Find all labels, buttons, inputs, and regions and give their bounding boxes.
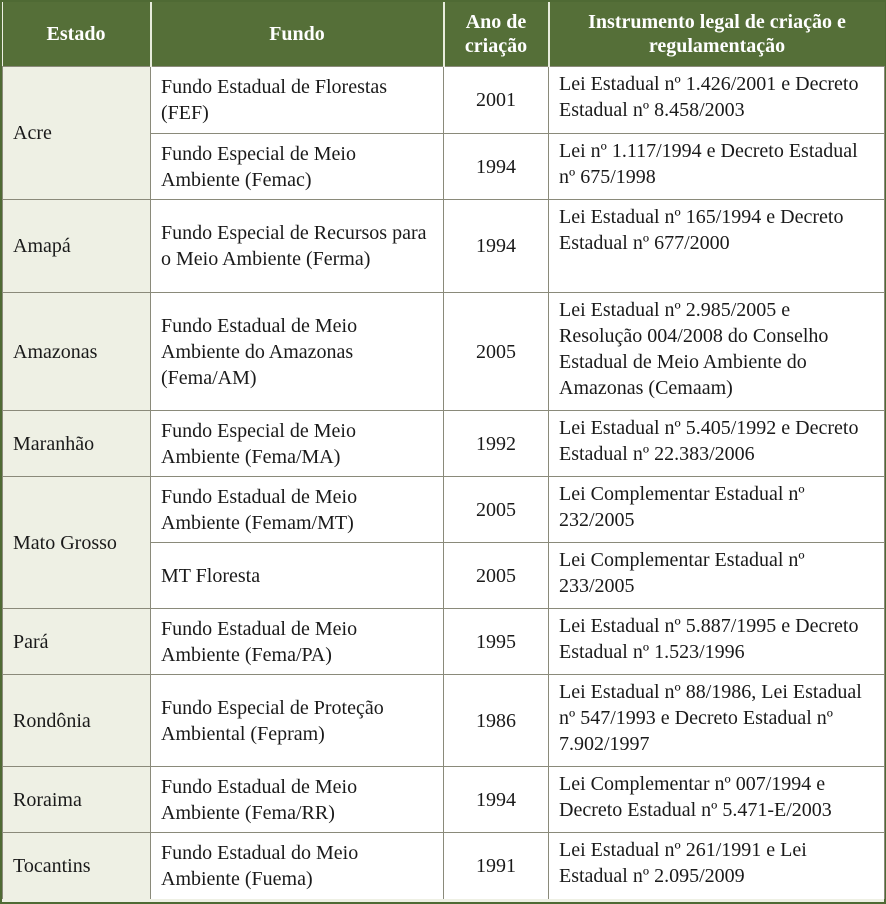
cell-fundo: Fundo Especial de Meio Ambiente (Femac)	[151, 134, 444, 200]
cell-estado: Pará	[3, 609, 151, 675]
table-header	[3, 2, 885, 67]
table-row	[3, 609, 885, 675]
cell-instrumento: Lei Complementar nº 007/1994 e Decreto Estadual nº 5.471-E/2003	[549, 767, 885, 833]
cell-ano: 2005	[444, 477, 549, 543]
cell-fundo: Fundo Estadual de Meio Ambiente (Femam/MT)	[151, 477, 444, 543]
cell-instrumento: Lei nº 1.117/1994 e Decreto Estadual nº 675/1998	[549, 134, 885, 200]
cell-instrumento: Lei Estadual nº 261/1991 e Lei Estadual nº 2.095/2009	[549, 833, 885, 899]
cell-estado: Rondônia	[3, 675, 151, 767]
cell-instrumento: Lei Estadual nº 5.405/1992 e Decreto Estadual nº 22.383/2006	[549, 411, 885, 477]
table-row	[3, 411, 885, 477]
cell-estado: Roraima	[3, 767, 151, 833]
cell-fundo: Fundo Estadual de Florestas (FEF)	[151, 67, 444, 134]
cell-estado: Maranhão	[3, 411, 151, 477]
cell-instrumento: Lei Estadual nº 5.887/1995 e Decreto Estadual nº 1.523/1996	[549, 609, 885, 675]
table-row	[3, 675, 885, 767]
cell-estado: Acre	[3, 67, 151, 200]
cell-estado: Mato Grosso	[3, 477, 151, 609]
table-row	[3, 767, 885, 833]
cell-fundo: Fundo Estadual do Meio Ambiente (Fuema)	[151, 833, 444, 899]
table-row	[3, 67, 885, 134]
header-instrumento: Instrumento legal de criação e regulamentação	[549, 2, 885, 67]
table-row	[3, 477, 885, 543]
cell-ano: 1992	[444, 411, 549, 477]
cell-ano: 2005	[444, 293, 549, 411]
cell-fundo: Fundo Especial de Meio Ambiente (Fema/MA)	[151, 411, 444, 477]
cell-instrumento: Lei Estadual nº 1.426/2001 e Decreto Estadual nº 8.458/2003	[549, 67, 885, 134]
cell-ano: 1986	[444, 675, 549, 767]
cell-ano: 1991	[444, 833, 549, 899]
cell-instrumento: Lei Complementar Estadual nº 232/2005	[549, 477, 885, 543]
cell-ano: 1995	[444, 609, 549, 675]
table-body	[3, 67, 885, 899]
cell-ano: 2001	[444, 67, 549, 134]
cell-fundo: Fundo Estadual de Meio Ambiente (Fema/RR)	[151, 767, 444, 833]
cell-fundo: Fundo Especial de Recursos para o Meio Ambiente (Ferma)	[151, 200, 444, 293]
cell-fundo: MT Floresta	[151, 543, 444, 609]
cell-fundo: Fundo Estadual de Meio Ambiente (Fema/PA)	[151, 609, 444, 675]
table-row	[3, 293, 885, 411]
header-fundo: Fundo	[151, 2, 444, 67]
cell-fundo: Fundo Estadual de Meio Ambiente do Amazonas (Fema/AM)	[151, 293, 444, 411]
cell-ano: 1994	[444, 134, 549, 200]
cell-instrumento: Lei Estadual nº 2.985/2005 e Resolução 004/2008 do Conselho Estadual de Meio Ambiente do Amazonas (Cemaam)	[549, 293, 885, 411]
cell-ano: 1994	[444, 200, 549, 293]
table-row	[3, 833, 885, 899]
cell-instrumento: Lei Complementar Estadual nº 233/2005	[549, 543, 885, 609]
cell-ano: 1994	[444, 767, 549, 833]
cell-estado: Amazonas	[3, 293, 151, 411]
cell-fundo: Fundo Especial de Proteção Ambiental (Fepram)	[151, 675, 444, 767]
cell-ano: 2005	[444, 543, 549, 609]
header-ano: Ano de criação	[444, 2, 549, 67]
funds-table	[2, 2, 885, 899]
cell-instrumento: Lei Estadual nº 165/1994 e Decreto Estadual nº 677/2000	[549, 200, 885, 293]
header-estado: Estado	[3, 2, 151, 67]
table-row	[3, 200, 885, 293]
cell-estado: Tocantins	[3, 833, 151, 899]
cell-estado: Amapá	[3, 200, 151, 293]
cell-instrumento: Lei Estadual nº 88/1986, Lei Estadual nº 547/1993 e Decreto Estadual nº 7.902/1997	[549, 675, 885, 767]
